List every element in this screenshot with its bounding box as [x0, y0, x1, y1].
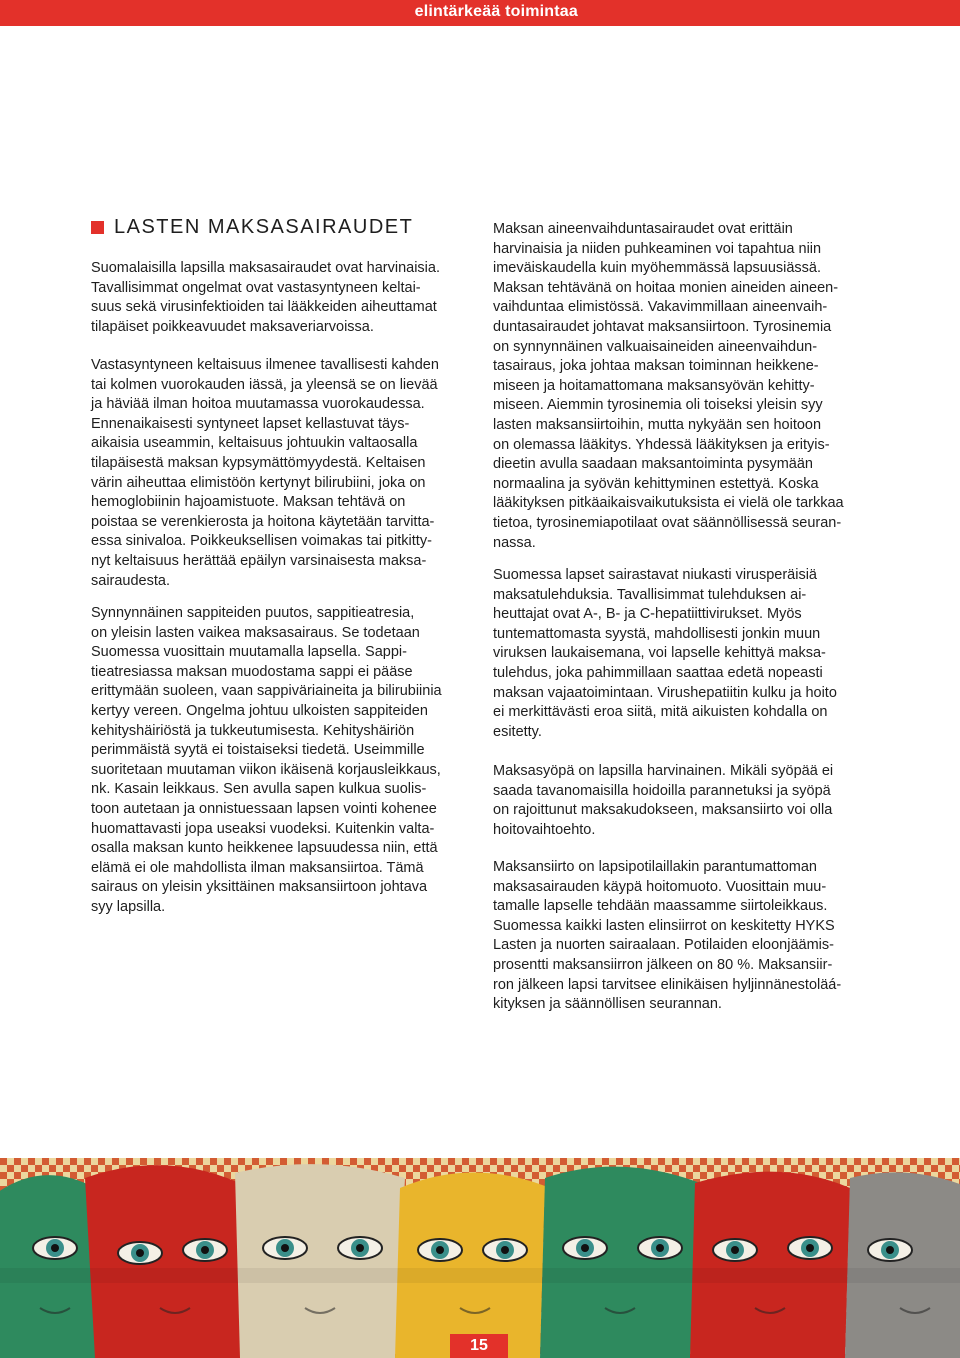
text-line: aikaisia useammin, keltaisuus johtuukin valtaosalla [91, 435, 418, 452]
text-line: nyt keltaisuus herättää epäilyn varsinaisesta maksa- [91, 552, 427, 569]
text-line: Maksan aineenvaihduntasairaudet ovat erittäin [493, 221, 793, 237]
text-line: harvinaisia ja niiden puhkeaminen voi tapahtua niin [493, 240, 822, 257]
text-line: syy lapsilla. [91, 898, 166, 915]
article-heading [91, 216, 413, 239]
text-line: kehityshäiriöstä ja tukkeutumisesta. Kehityshäiriön [91, 722, 415, 739]
article-title: LASTEN MAKSASAIRAUDET [114, 216, 414, 238]
text-line: imeväiskaudella kuin myöhemmässä lapsuusiässä. [493, 260, 822, 277]
text-line: nk. Kasain leikkaus. Sen avulla sapen kulkua suolis- [91, 781, 427, 798]
text-line: tai kolmen vuorokauden iässä, ja yleensä se on lievää [91, 376, 438, 393]
text-line: Lasten ja nuorten sairaalaan. Potilaiden eloonjäämis- [493, 937, 834, 954]
text-line: essa sinivaloa. Poikkeuksellisen voimakas tai pitkitty- [91, 533, 432, 550]
text-line: värin aiheuttaa elimistöön kertynyt bilirubiini, joka on [91, 474, 426, 491]
text-line: lasten maksansiirtoihin, mutta nykyään sen hoitoon [493, 416, 822, 433]
text-line: Suomalaisilla lapsilla maksasairaudet ovat harvinaisia. [91, 260, 440, 276]
text-line: heuttajat ovat A-, B- ja C-hepatiittivirukset. Myös [493, 606, 802, 623]
text-line: viruksen laukaisemana, voi lapselle kehittyä maksa- [493, 645, 826, 662]
text-line: Suomessa kaikki lasten elinsiirrot on keskitetty HYKS [493, 917, 835, 934]
text-line: ron jälkeen lapsi tarvitsee elinikäisen hyljinnänestoläá- [493, 976, 842, 993]
text-line: lääkityksen pitkäaikaisvaikutuksista ei vielä ole tarkkaa [493, 495, 844, 512]
text-line: maksasairauden käypä hoitomuoto. Vuosittain muu- [493, 878, 827, 895]
text-line: Synnynnäinen sappiteiden puutos, sappitieatresia, [91, 605, 415, 621]
text-line: tieatresiassa maksan muodostama sappi ei pääse [91, 663, 413, 680]
text-line: maksatulehduksia. Tavallisimmat tulehduksen ai- [493, 586, 807, 603]
text-line: toon autetaan ja onnistuessaan lapsen vointi kohenee [91, 800, 437, 817]
text-line: sairaudesta. [91, 572, 170, 589]
text-line: suoritetaan muutaman viikon ikäisenä korjausleikkaus, [91, 761, 441, 778]
paragraph [493, 762, 875, 840]
text-line: saada tavanomaisilla hoidoilla parannetuksi ja syöpä [493, 782, 831, 799]
text-line: hemoglobiinin hajoamistuote. Maksan tehtävä on [91, 494, 406, 511]
paragraph [91, 356, 473, 591]
text-line: poistaa se verenkierosta ja hoitona käytetään tarvitta- [91, 513, 435, 530]
text-line: tilapäiset poikkeavuudet maksaveriarvoissa. [91, 318, 374, 335]
text-line: huomattavasti jopa useaksi vuodeksi. Kuitenkin valta- [91, 820, 435, 837]
faces-illustration-icon [0, 1158, 960, 1358]
text-line: on olemassa lääkitys. Yhdessä lääkityksen ja erityis- [493, 436, 830, 453]
text-line: vaihduntaa elimistössä. Vakavimmillaan aineenvaih- [493, 299, 828, 316]
text-line: esitetty. [493, 723, 542, 740]
paragraph [493, 566, 875, 742]
text-line: sairaus on yleisin yksittäinen maksansiirtoon johtava [91, 879, 428, 896]
text-line: dieetin avulla saadaan maksantoiminta pysymään [493, 456, 813, 473]
text-line: Suomessa lapset sairastavat niukasti virusperäisiä [493, 567, 817, 583]
text-line: kityksen ja säännöllisen seurannan. [493, 996, 722, 1013]
text-line: elämä ei ole mahdollista ilman maksansiirtoa. Tämä [91, 859, 424, 876]
text-line: tietoa, tyrosinemiapotilaat ovat säännöllisessä seuran- [493, 514, 842, 531]
text-line: Maksan tehtävänä on hoitaa monien aineiden aineen- [493, 279, 839, 296]
text-line: Tavallisimmat ongelmat ovat vastasyntyneen keltai- [91, 279, 421, 296]
text-line: tasairaus, joka johtaa maksan toiminnan heikkene- [493, 358, 819, 375]
paragraph [91, 259, 473, 337]
paragraph [493, 220, 875, 553]
text-line: ei merkittävästi eroa siitä, mitä aikuisten kohdalla on [493, 704, 828, 721]
faces-illustration [0, 1158, 960, 1358]
page-number: 15 [450, 1334, 508, 1358]
text-line: Maksasyöpä on lapsilla harvinainen. Mikäli syöpää ei [493, 763, 834, 779]
text-line: ja häviää ilman hoitoa muutamassa vuorokaudessa. [91, 396, 425, 413]
text-line: maksan vajaatoimintaan. Virushepatiitin kulku ja hoito [493, 684, 837, 701]
text-line: tulehdus, joka pahimmillaan saattaa edetä nopeasti [493, 664, 823, 681]
text-line: on rajoittunut maksakudokseen, maksansiirto voi olla [493, 802, 833, 819]
text-line: prosentti maksansiirron jälkeen on 80 %. Maksansiir- [493, 956, 833, 973]
text-line: perimmäistä syytä ei toistaiseksi tiedetä. Useimmille [91, 742, 425, 759]
text-line: suus sekä virusinfektioiden tai lääkkeiden aiheuttamat [91, 299, 437, 316]
text-line: Ennenaikaisesti syntyneet lapset kellastuvat täys- [91, 415, 410, 432]
bullet-square-icon [91, 221, 104, 234]
text-line: Maksansiirto on lapsipotilaillakin parantumattoman [493, 859, 817, 875]
text-line: duntasairaudet johtavat maksansiirtoon. Tyrosinemia [493, 318, 832, 335]
text-line: normaalina ja syövän kehittyminen estettyä. Koska [493, 475, 819, 492]
text-line: hoitovaihtoehto. [493, 821, 596, 838]
text-line: tuntemattomasta syystä, mahdollisesti jonkin muun [493, 625, 821, 642]
text-line: Vastasyntyneen keltaisuus ilmenee tavallisesti kahden [91, 357, 439, 373]
text-line: erittymään suoleen, vaan sappiväriaineita ja bilirubiinia [91, 683, 442, 700]
text-line: kertyy vereen. Ongelma johtuu ulkoisten sappiteiden [91, 702, 428, 719]
text-line: Suomessa vuosittain muutamalla lapsella. Sappi- [91, 644, 407, 661]
text-line: tilapäisestä maksan kypsymättömyydestä. Keltaisen [91, 454, 426, 471]
section-label: elintärkeää toimintaa [414, 3, 578, 20]
text-line: tamalle lapselle tehdään maassamme siirtoleikkaus. [493, 898, 828, 915]
paragraph [493, 858, 875, 1015]
header-bar [0, 0, 960, 26]
text-line: on yleisin lasten vaikea maksasairaus. Se todetaan [91, 624, 420, 641]
text-line: on synnynnäinen valkuaisaineiden aineenvaihdun- [493, 338, 818, 355]
text-line: osalla maksan kunto heikkenee lapsuudessa niin, että [91, 840, 438, 857]
text-line: miseen ja hoitamattomana maksansyövän kehitty- [493, 377, 815, 394]
paragraph [91, 604, 473, 918]
text-line: nassa. [493, 534, 536, 551]
text-line: miseen. Aiemmin tyrosinemia oli toiseksi yleisin syy [493, 397, 823, 414]
